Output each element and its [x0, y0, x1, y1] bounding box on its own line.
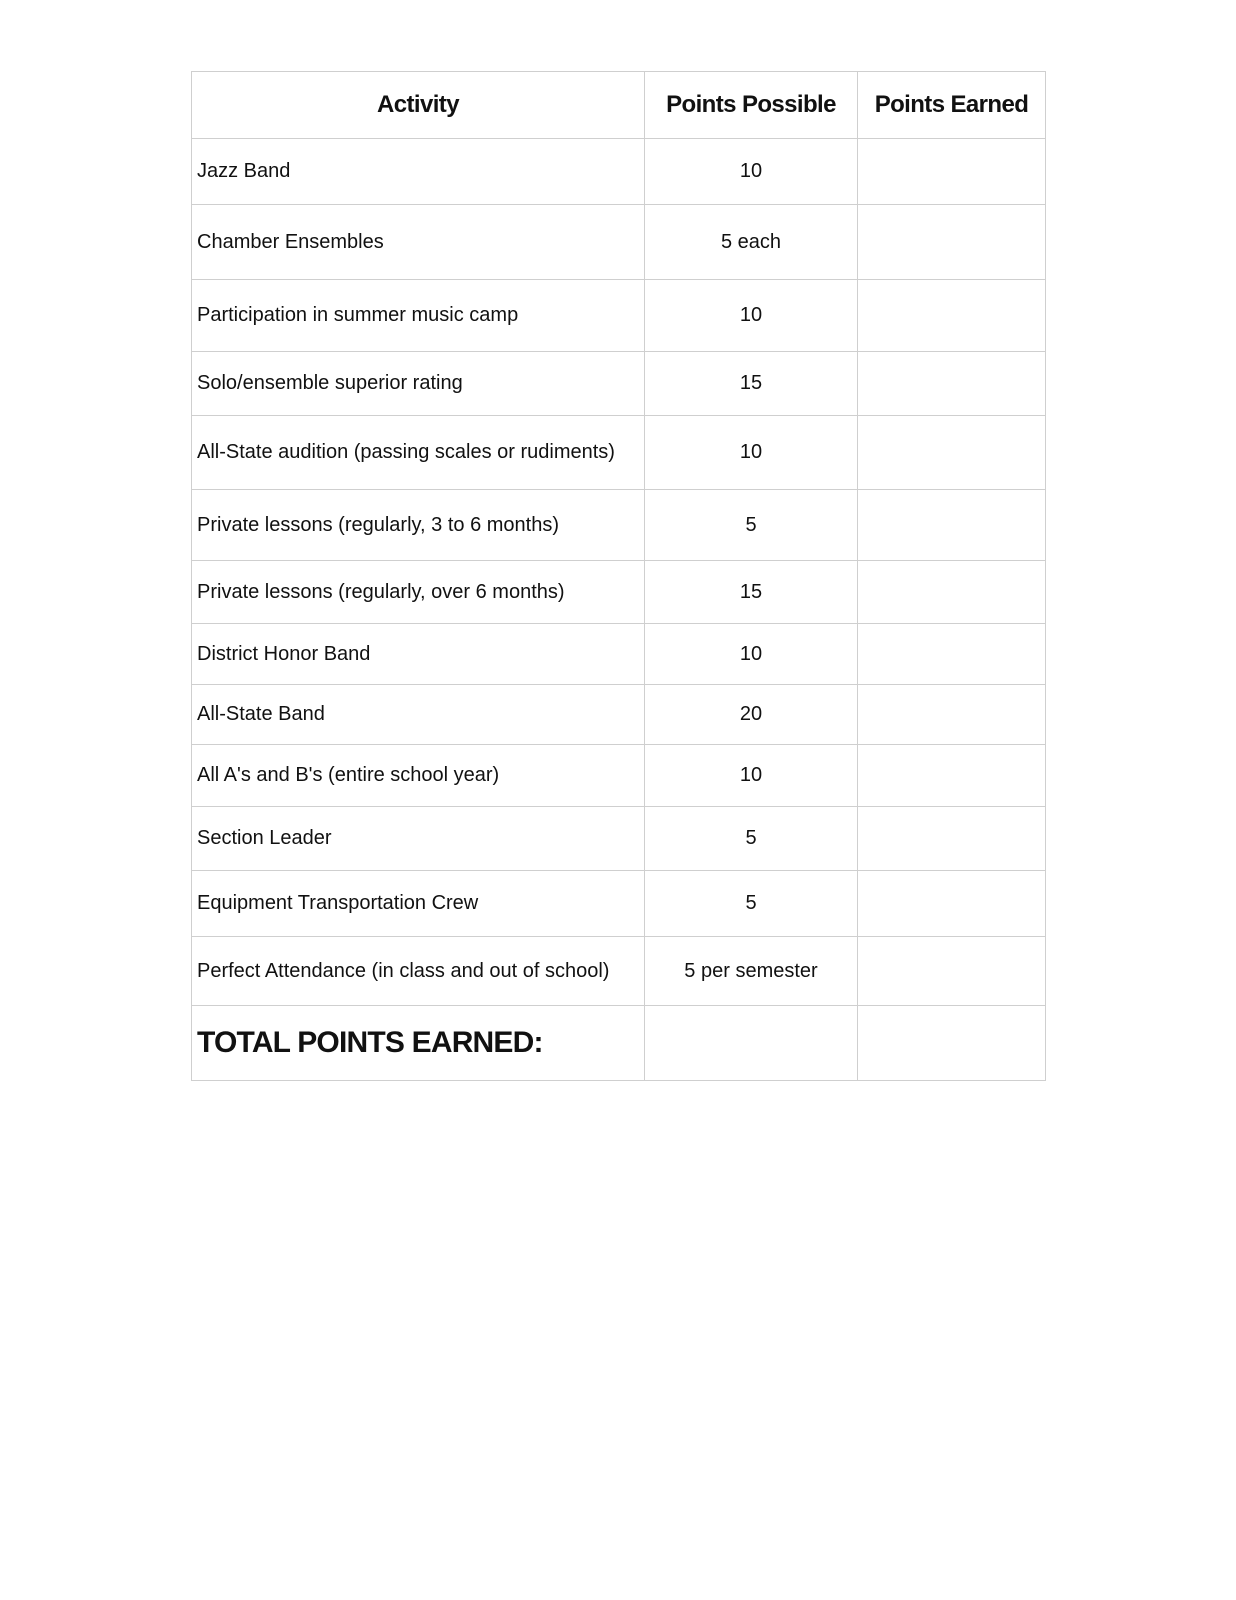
table-row [192, 490, 1046, 561]
header-points-possible: Points Possible [645, 72, 858, 139]
table-row [192, 937, 1046, 1006]
total-points-earned-cell [858, 1006, 1046, 1081]
points-possible-cell: 20 [645, 685, 858, 745]
points-earned-cell [858, 139, 1046, 205]
points-earned-cell [858, 561, 1046, 624]
points-possible-cell: 15 [645, 561, 858, 624]
total-points-possible-cell [645, 1006, 858, 1081]
table-row [192, 352, 1046, 416]
table-row [192, 871, 1046, 937]
points-possible-cell: 10 [645, 624, 858, 685]
points-earned-cell [858, 745, 1046, 807]
total-row [192, 1006, 1046, 1081]
points-possible-cell: 5 [645, 490, 858, 561]
points-possible-cell: 10 [645, 139, 858, 205]
points-table [191, 71, 1046, 1081]
table-header-row [192, 72, 1046, 139]
points-earned-cell [858, 807, 1046, 871]
table-row [192, 280, 1046, 352]
table-row [192, 205, 1046, 280]
activity-cell: Perfect Attendance (in class and out of school) [192, 937, 645, 1006]
points-earned-cell [858, 624, 1046, 685]
total-label: TOTAL POINTS EARNED: [192, 1006, 645, 1081]
activity-cell: Solo/ensemble superior rating [192, 352, 645, 416]
header-activity: Activity [192, 72, 645, 139]
points-possible-cell: 5 [645, 871, 858, 937]
points-earned-cell [858, 871, 1046, 937]
points-possible-cell: 10 [645, 280, 858, 352]
table-row [192, 745, 1046, 807]
points-possible-cell: 10 [645, 416, 858, 490]
header-points-earned: Points Earned [858, 72, 1046, 139]
points-possible-cell: 5 per semester [645, 937, 858, 1006]
table-row [192, 685, 1046, 745]
points-earned-cell [858, 937, 1046, 1006]
points-earned-cell [858, 205, 1046, 280]
table-row [192, 416, 1046, 490]
points-earned-cell [858, 352, 1046, 416]
activity-cell: Jazz Band [192, 139, 645, 205]
activity-cell: All-State audition (passing scales or rudiments) [192, 416, 645, 490]
points-earned-cell [858, 490, 1046, 561]
activity-cell: All-State Band [192, 685, 645, 745]
points-earned-cell [858, 280, 1046, 352]
activity-cell: District Honor Band [192, 624, 645, 685]
points-possible-cell: 5 [645, 807, 858, 871]
activity-cell: Participation in summer music camp [192, 280, 645, 352]
activity-cell: Private lessons (regularly, over 6 months) [192, 561, 645, 624]
points-possible-cell: 5 each [645, 205, 858, 280]
points-possible-cell: 10 [645, 745, 858, 807]
table-row [192, 807, 1046, 871]
table-row [192, 624, 1046, 685]
table-row [192, 561, 1046, 624]
activity-cell: Chamber Ensembles [192, 205, 645, 280]
activity-cell: Section Leader [192, 807, 645, 871]
points-possible-cell: 15 [645, 352, 858, 416]
activity-cell: All A's and B's (entire school year) [192, 745, 645, 807]
activity-cell: Equipment Transportation Crew [192, 871, 645, 937]
points-earned-cell [858, 416, 1046, 490]
table-row [192, 139, 1046, 205]
points-earned-cell [858, 685, 1046, 745]
activity-cell: Private lessons (regularly, 3 to 6 months) [192, 490, 645, 561]
